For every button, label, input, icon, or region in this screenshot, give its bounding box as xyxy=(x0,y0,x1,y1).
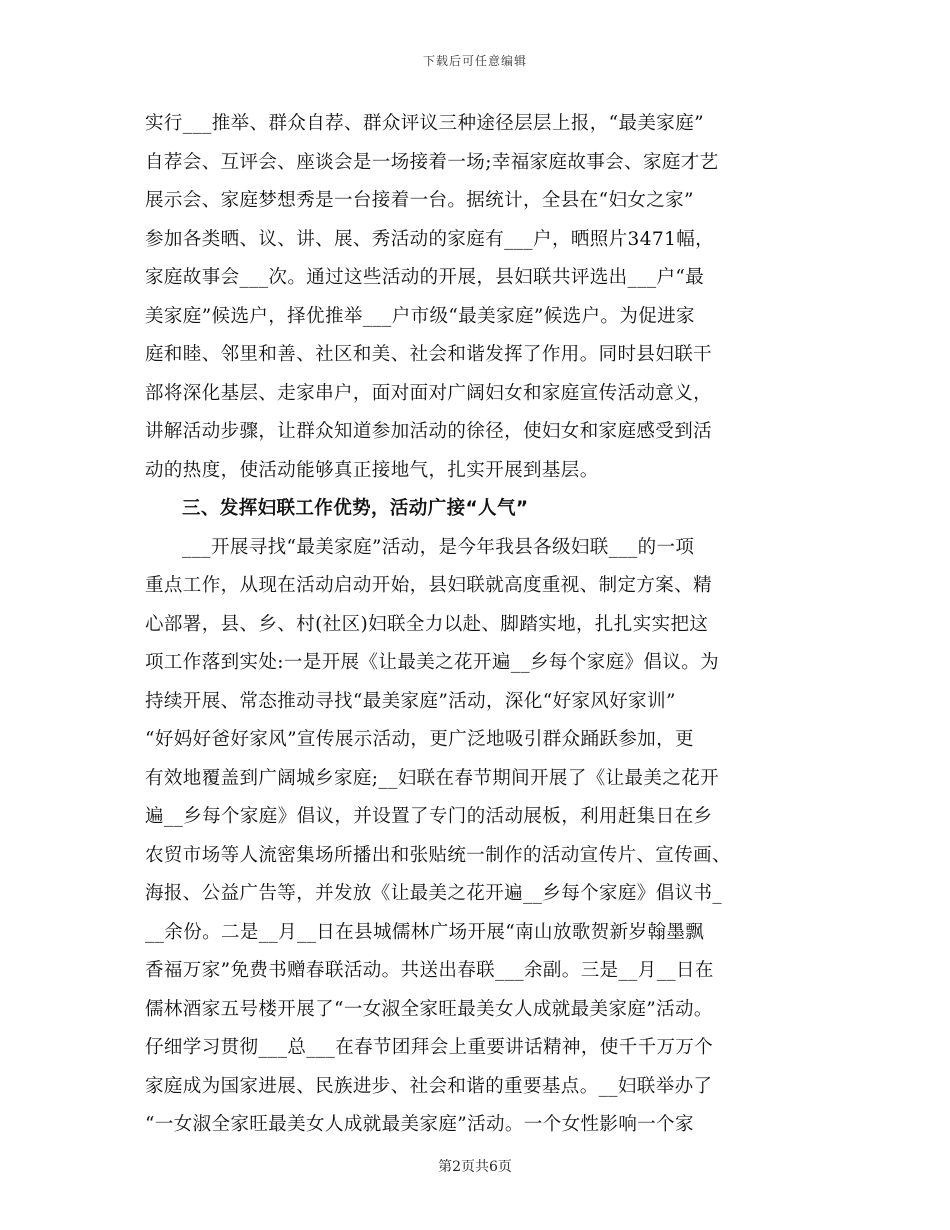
text-line: 项工作落到实处:一是开展《让最美之花开遍__乡每个家庭》倡议。为 xyxy=(145,652,720,673)
text-line: 自荐会、互评会、座谈会是一场接着一场;幸福家庭故事会、家庭才艺 xyxy=(145,151,719,173)
text-line: 部将深化基层、走家串户，面对面对广阔妇女和家庭宣传活动意义， xyxy=(145,382,713,404)
text-line: 家庭故事会___次。通过这些活动的开展，县妇联共评选出___户“最 xyxy=(145,267,705,288)
text-line: 展示会、家庭梦想秀是一台接着一台。据统计，全县在“妇女之家” xyxy=(145,190,694,211)
section-heading: 三、发挥妇联工作优势，活动广接“人气” xyxy=(182,498,529,519)
text-line: “一女淑全家旺最美女人成就最美家庭”活动。一个女性影响一个家 xyxy=(145,1114,694,1135)
document-body xyxy=(145,105,807,1145)
text-line: __余份。二是__月__日在县城儒林广场开展“南山放歌贺新岁翰墨飘 xyxy=(145,921,705,943)
text-line: 庭和睦、邻里和善、社区和美、社会和谐发挥了作用。同时县妇联干 xyxy=(145,344,713,365)
text-line: 美家庭”候选户，择优推举___户市级“最美家庭”候选户。为促进家 xyxy=(145,305,695,327)
text-line: 遍__乡每个家庭》倡议，并设置了专门的活动展板，利用赶集日在乡 xyxy=(145,806,713,827)
text-line: ___开展寻找“最美家庭”活动，是今年我县各级妇联___的一项 xyxy=(182,536,695,558)
text-line: 香福万家”免费书赠春联活动。共送出春联___余副。三是__月__日在 xyxy=(145,960,714,981)
text-line: 仔细学习贯彻___总___在春节团拜会上重要讲话精神，使千千万万个 xyxy=(145,1037,714,1058)
text-line: 讲解活动步骤，让群众知道参加活动的徐径，使妇女和家庭感受到活 xyxy=(145,421,713,442)
text-line: 家庭成为国家进展、民族进步、社会和谐的重要基点。__妇联举办了 xyxy=(145,1075,713,1097)
text-line: 持续开展、常态推动寻找“最美家庭”活动，深化“好家风好家训” xyxy=(145,690,676,712)
text-line: 有效地覆盖到广阔城乡家庭;__妇联在春节期间开展了《让最美之花开 xyxy=(145,767,720,789)
text-line: 参加各类晒、议、讲、展、秀活动的家庭有___户，晒照片3471幅， xyxy=(145,228,715,250)
page-header: 下载后可任意编辑 xyxy=(422,54,527,68)
text-line: 农贸市场等人流密集场所播出和张贴统一制作的活动宣传片、宣传画、 xyxy=(145,844,731,866)
text-line: 儒林酒家五号楼开展了“一女淑全家旺最美女人成就最美家庭”活动。 xyxy=(145,998,713,1020)
page-footer: 第2页共6页 xyxy=(438,1159,512,1175)
text-line: 重点工作，从现在活动启动开始，县妇联就高度重视、制定方案、精 xyxy=(145,575,713,596)
text-line: 心部署，县、乡、村(社区)妇联全力以赴、脚踏实地，扎扎实实把这 xyxy=(145,613,709,635)
text-line: 海报、公益广告等，并发放《让最美之花开遍__乡每个家庭》倡议书_ xyxy=(145,883,723,904)
text-line: 实行___推举、群众自荐、群众评议三种途径层层上报，“最美家庭” xyxy=(145,113,704,134)
text-line: “好妈好爸好家风”宣传展示活动，更广泛地吸引群众踊跃参加，更 xyxy=(145,729,694,750)
text-line: 动的热度，使活动能够真正接地气，扎实开展到基层。 xyxy=(145,459,599,481)
